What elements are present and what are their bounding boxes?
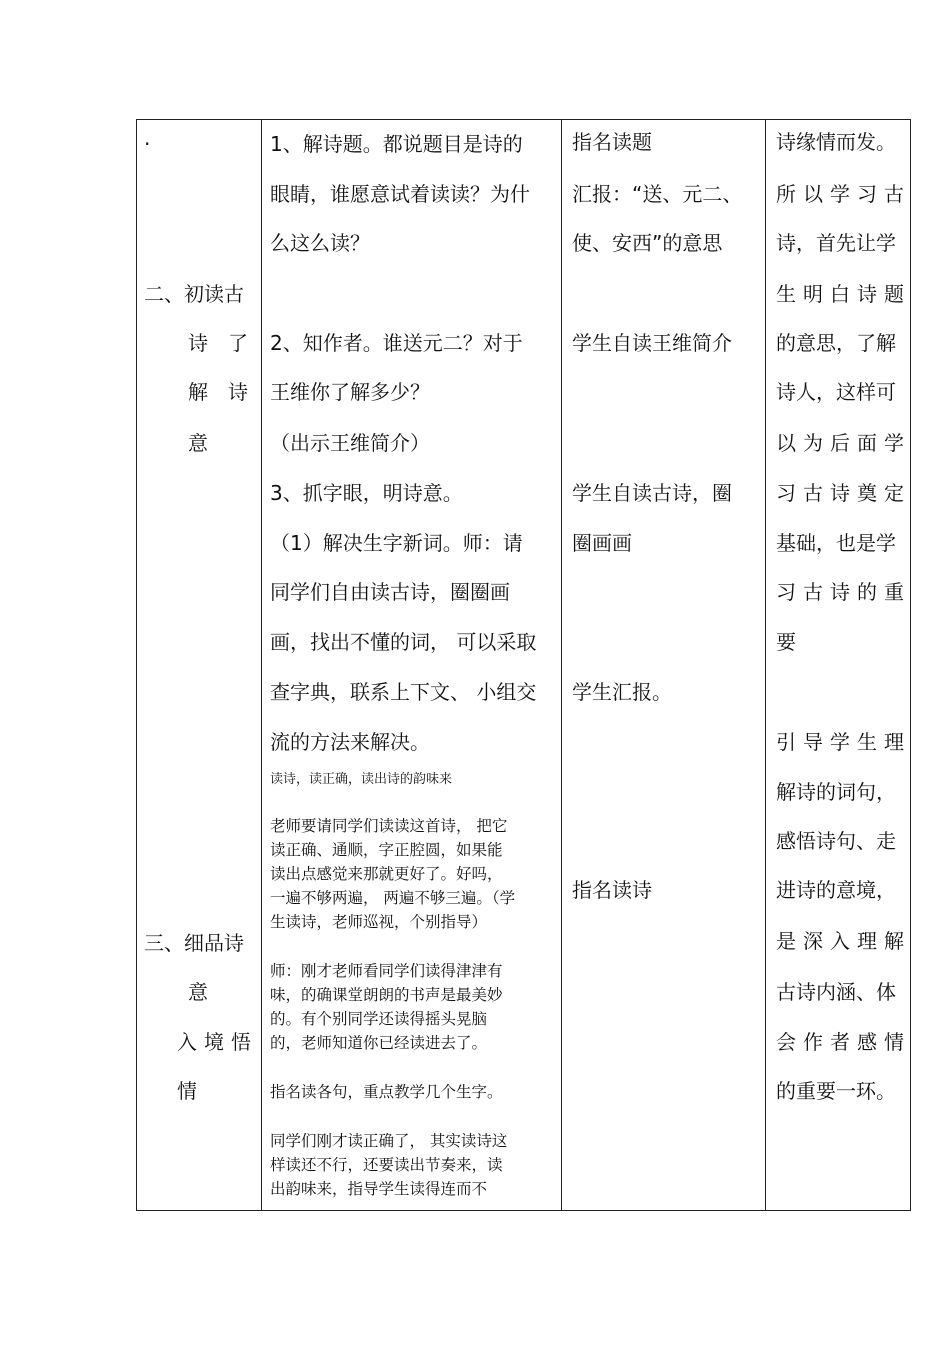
- stage-3-title: 意: [188, 980, 208, 1004]
- teacher-text: 读出点感觉来那就更好了。好吗，: [270, 865, 503, 883]
- design-note: 解诗的词句，: [776, 780, 896, 804]
- student-text: 学生自读王维简介: [572, 331, 732, 355]
- design-note: 以为后面学: [776, 431, 911, 455]
- teacher-text: 查字典，联系上下文、 小组交: [270, 680, 537, 704]
- design-note: 感悟诗句、走: [776, 829, 896, 853]
- design-note: 的意思，了解: [776, 331, 896, 355]
- teacher-text: 味，的确课堂朗朗的书声是最美妙: [270, 986, 503, 1004]
- teacher-text: 读正确、通顺，字正腔圆，如果能: [270, 841, 503, 859]
- student-text: 汇报：“送、元二、: [572, 182, 743, 206]
- column-divider: [261, 119, 262, 1211]
- stage-2-title: 意: [188, 431, 208, 455]
- student-text: 使、安西”的意思: [572, 231, 723, 255]
- student-text: 指名读题: [572, 130, 652, 154]
- teacher-text: 的，老师知道你已经读进去了。: [270, 1034, 488, 1052]
- teacher-text: 王维你了解多少？: [270, 380, 430, 404]
- student-text: 圈画画: [572, 531, 632, 555]
- teacher-text: 一遍不够两遍， 两遍不够三遍。（学: [270, 889, 516, 907]
- teacher-text: 同学们刚才读正确了， 其实读诗这: [270, 1132, 508, 1150]
- teacher-text: 画，找出不懂的词， 可以采取: [270, 630, 537, 654]
- design-note: 诗缘情而发。: [776, 130, 896, 154]
- teacher-subheading: 读诗，读正确，读出诗的韵味来: [270, 772, 453, 787]
- stage-2-title: 二、初读古: [144, 282, 244, 306]
- design-note: 诗，首先让学: [776, 231, 896, 255]
- design-note: 古诗内涵、体: [776, 980, 896, 1004]
- student-text: 学生汇报。: [572, 680, 672, 704]
- design-note: 诗人，这样可: [776, 380, 896, 404]
- teacher-text: 师：刚才老师看同学们读得津津有: [270, 962, 503, 980]
- design-note: 所以学习古: [776, 182, 911, 206]
- teacher-text: 么这么读？: [270, 231, 370, 255]
- teacher-text: 2、知作者。谁送元二？对于: [270, 331, 523, 355]
- design-note: 习古诗的重: [776, 580, 911, 604]
- teacher-text: 眼睛，谁愿意试着读读？为什: [270, 182, 530, 206]
- column-divider: [765, 119, 766, 1211]
- student-text: 学生自读古诗，圈: [572, 481, 732, 505]
- teacher-text: （1）解决生字新词。师：请: [270, 531, 523, 555]
- design-note: 要: [776, 630, 796, 654]
- teacher-text: 的。有个别同学还读得摇头晃脑: [270, 1010, 488, 1028]
- design-note: 习古诗奠定: [776, 481, 911, 505]
- column-divider: [561, 119, 562, 1211]
- teacher-text: 流的方法来解决。: [270, 730, 430, 754]
- design-note: 的重要一环。: [776, 1079, 896, 1103]
- teacher-text: 同学们自由读古诗，圈圈画: [270, 580, 510, 604]
- stage-marker: ·: [144, 132, 151, 156]
- teacher-text: 老师要请同学们读读这首诗， 把它: [270, 817, 508, 835]
- student-text: 指名读诗: [572, 878, 652, 902]
- stage-3-title: 情: [177, 1079, 197, 1103]
- design-note: 生明白诗题: [776, 282, 911, 306]
- design-note: 会作者感情: [776, 1030, 911, 1054]
- teacher-text: 指名读各句，重点教学几个生字。: [270, 1083, 503, 1101]
- design-note: 进诗的意境，: [776, 878, 896, 902]
- teacher-text: 1、解诗题。都说题目是诗的: [270, 132, 523, 156]
- stage-3-title: 入境悟: [177, 1030, 258, 1054]
- stage-2-title: 解 诗: [188, 380, 248, 404]
- teacher-text: 生读诗，老师巡视，个别指导）: [270, 913, 488, 931]
- teacher-text: 出韵味来，指导学生读得连而不: [270, 1180, 488, 1198]
- design-note: 是深入理解: [776, 929, 911, 953]
- design-note: 基础，也是学: [776, 531, 896, 555]
- teacher-text: （出示王维简介）: [270, 431, 430, 455]
- stage-2-title: 诗 了: [188, 331, 248, 355]
- teacher-text: 样读还不行，还要读出节奏来，读: [270, 1156, 503, 1174]
- design-note: 引导学生理: [776, 730, 911, 754]
- stage-3-title: 三、细品诗: [144, 931, 244, 955]
- teacher-text: 3、抓字眼，明诗意。: [270, 481, 463, 505]
